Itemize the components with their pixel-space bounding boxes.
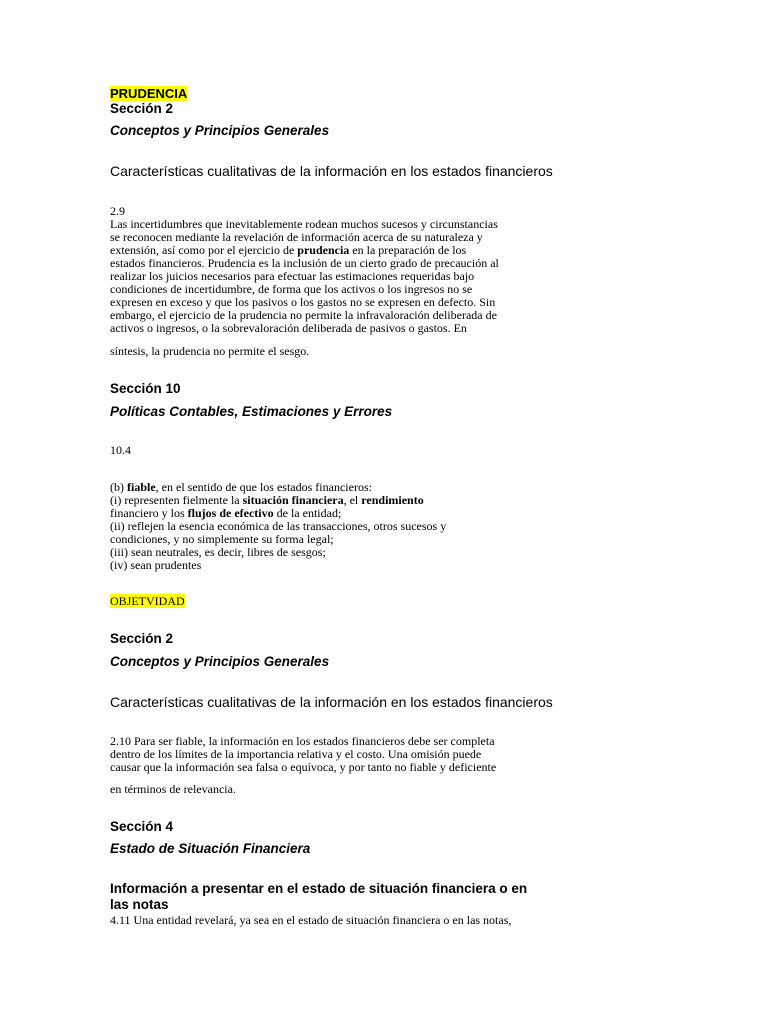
section-2-heading: Sección 2 (110, 101, 174, 116)
para-text: (i) representen fielmente la (110, 493, 243, 507)
prudencia-bold: prudencia (297, 243, 350, 257)
para-text: en la preparación de los (349, 243, 467, 257)
para-last-line: síntesis, la prudencia no permite el sesgo. (110, 344, 310, 358)
para-line: (iii) sean neutrales, es decir, libres de sesgos; (110, 545, 326, 559)
para-line: realizar los juicios necesarios para efectuar las estimaciones requeridas bajo (110, 269, 475, 283)
heading-line: Información a presentar en el estado de situación financiera o en (110, 881, 528, 896)
para-text: financiero y los (110, 506, 188, 520)
estado-subtitle: Estado de Situación Financiera (110, 841, 311, 856)
paragraph-4-11: 4.11 Una entidad revelará, ya sea en el estado de situación financiera o en las notas, (110, 913, 512, 927)
para-line: (iv) sean prudentes (110, 558, 202, 572)
para-last-line-2: en términos de relevancia. (110, 782, 236, 796)
para-line: causar que la información sea falsa o equívoca, y por tanto no fiable y deficiente (110, 760, 497, 774)
para-line: 2.10 Para ser fiable, la información en los estados financieros debe ser completa (110, 734, 495, 748)
section-2b-heading: Sección 2 (110, 631, 174, 646)
situacion-bold: situación financiera (242, 493, 344, 507)
objetividad-highlight: OBJETVIDAD (110, 594, 185, 608)
para-line: condiciones de incertidumbre, de forma que los activos o los ingresos no se (110, 282, 473, 296)
para-text: , en el sentido de que los estados financieros: (155, 480, 372, 494)
paragraph-10-4 (110, 481, 446, 572)
conceptos-subtitle-2: Conceptos y Principios Generales (110, 654, 330, 669)
para-text: (b) (110, 480, 127, 494)
fiable-bold: fiable (127, 480, 156, 494)
para-number: 2.9 (110, 204, 125, 218)
rendimiento-bold: rendimiento (361, 493, 424, 507)
para-line: condiciones, y no simplemente su forma legal; (110, 532, 334, 546)
section-10-heading: Sección 10 (110, 381, 181, 396)
para-line: dentro de los límites de la importancia relativa y el costo. Una omisión puede (110, 747, 482, 761)
politicas-subtitle: Políticas Contables, Estimaciones y Errores (110, 404, 393, 419)
prudencia-highlight: PRUDENCIA (110, 86, 188, 101)
flujos-bold: flujos de efectivo (187, 506, 274, 520)
para-line: estados financieros. Prudencia es la inclusión de un cierto grado de precaución al (110, 256, 499, 270)
para-text: de la entidad; (273, 506, 342, 520)
para-line: activos o ingresos, o la sobrevaloración deliberada de pasivos o gastos. En (110, 321, 467, 335)
heading-line: las notas (110, 897, 169, 912)
para-text: extensión, así como por el ejercicio de (110, 243, 298, 257)
objetividad-title (110, 595, 185, 608)
section-4-heading: Sección 4 (110, 819, 174, 834)
para-line: embargo, el ejercicio de la prudencia no permite la infravaloración deliberada de (110, 308, 497, 322)
conceptos-subtitle: Conceptos y Principios Generales (110, 123, 330, 138)
paragraph-2-10 (110, 735, 496, 774)
caracteristicas-heading-2: Características cualitativas de la información en los estados financieros (110, 694, 553, 710)
para-line: (ii) reflejen la esencia económica de las transacciones, otros sucesos y (110, 519, 447, 533)
paragraph-2-9 (110, 205, 499, 335)
informacion-heading (110, 881, 527, 913)
para-number-10-4: 10.4 (110, 443, 131, 457)
para-line: se reconocen mediante la revelación de información acerca de su naturaleza y (110, 230, 483, 244)
para-line: Las incertidumbres que inevitablemente rodean muchos sucesos y circunstancias (110, 217, 498, 231)
para-text: , el (343, 493, 362, 507)
caracteristicas-heading: Características cualitativas de la información en los estados financieros (110, 163, 553, 179)
para-line: expresen en exceso y que los pasivos o los gastos no se expresen en defecto. Sin (110, 295, 496, 309)
prudencia-title (110, 86, 187, 101)
